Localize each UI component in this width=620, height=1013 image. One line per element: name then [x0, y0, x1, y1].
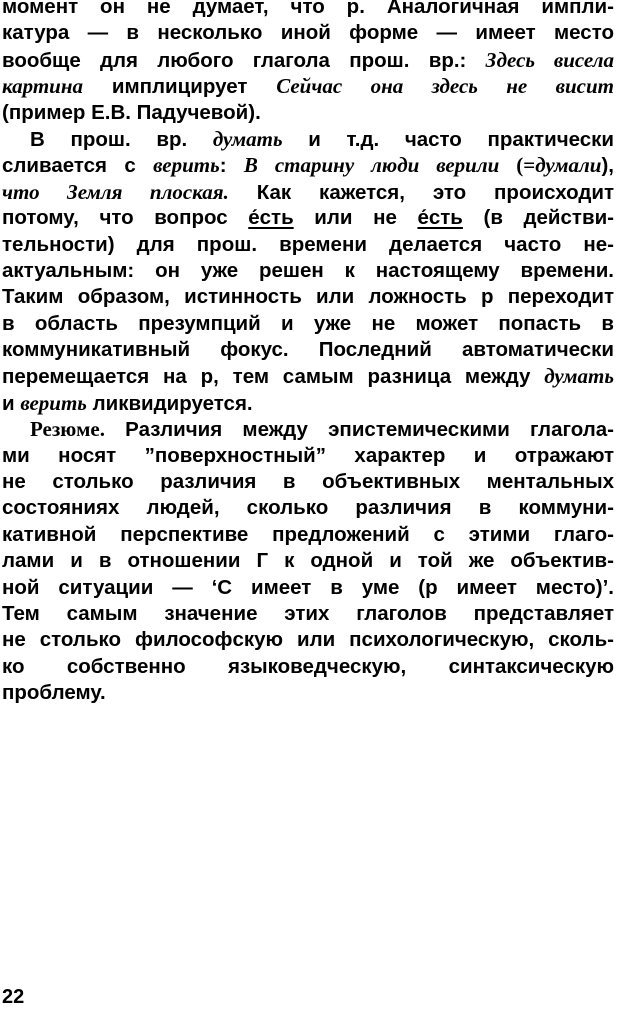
- italic-fragment: думать: [212, 126, 283, 151]
- text-fragment: ),: [601, 154, 614, 178]
- text-line: [2, 469, 614, 495]
- italic-fragment: думали: [535, 153, 602, 178]
- text-fragment: не столько различия в объективных ментальных: [2, 470, 614, 494]
- text-line: [2, 73, 614, 99]
- text-fragment: состояниях людей, сколько различия в коммуни-: [2, 496, 614, 520]
- text-line: [2, 311, 614, 337]
- text-fragment: ми носят ”поверхностный” характер и отражают: [2, 443, 614, 467]
- text-line: [2, 363, 614, 389]
- text-line: [2, 548, 614, 574]
- text-line: [2, 443, 614, 469]
- text-fragment: :: [219, 154, 244, 178]
- text-fragment: ной ситуации — ‘С имеет в уме (р имеет место)’.: [2, 575, 614, 599]
- text-fragment: или не: [293, 206, 418, 230]
- text-fragment: момент он не думает, что р. Аналогичная импли-: [2, 0, 614, 18]
- text-fragment: актуальным: он уже решен к настоящему времени.: [2, 258, 614, 282]
- text-fragment: Различия между эпистемическими глагола-: [104, 418, 614, 442]
- text-line: [2, 0, 614, 20]
- stressed-word: е́сть: [417, 206, 463, 230]
- text-fragment: в область презумпций и уже не может попасть в: [2, 311, 614, 335]
- italic-fragment: верить: [153, 153, 220, 178]
- text-fragment: лами и в отношении Г к одной и той же объектив-: [2, 549, 614, 573]
- text-fragment: и т.д. часто практически: [282, 127, 614, 151]
- page-number: 22: [2, 986, 25, 1008]
- text-fragment: коммуникативный фокус. Последний автоматически: [2, 338, 614, 362]
- text-fragment: ко собственно языковедческую, синтаксическую: [2, 654, 614, 678]
- text-fragment: (=: [499, 153, 536, 178]
- text-fragment: и: [2, 391, 21, 415]
- text-line: [2, 20, 614, 46]
- text-line: [2, 416, 614, 442]
- text-fragment: Резюме.: [30, 417, 105, 442]
- text-fragment: кативной перспективе предложений с этими глаго-: [2, 522, 614, 546]
- body-text: [2, 0, 614, 707]
- text-fragment: сливается с: [2, 154, 154, 178]
- text-line: [2, 680, 614, 706]
- text-line: [2, 337, 614, 363]
- italic-fragment: Сейчас она здесь не висит: [276, 74, 614, 99]
- text-line: [2, 390, 614, 416]
- text-fragment: ликвидируется.: [86, 391, 253, 415]
- text-line: [2, 601, 614, 627]
- text-fragment: (пример Е.В. Падучевой).: [2, 100, 261, 124]
- text-line: [2, 47, 614, 73]
- text-line: [2, 654, 614, 680]
- text-line: [2, 179, 614, 205]
- text-fragment: проблему.: [2, 681, 106, 705]
- text-line: [2, 126, 614, 152]
- text-fragment: имплицирует: [83, 75, 277, 99]
- text-fragment: перемещается на р, тем самым разница между: [2, 365, 545, 389]
- text-line: [2, 495, 614, 521]
- text-fragment: Таким образом, истинность или ложность р переходит: [2, 285, 614, 309]
- text-fragment: катура — в несколько иной форме — имеет место: [2, 21, 614, 45]
- italic-fragment: В старину люди верили: [243, 153, 500, 178]
- italic-fragment: картина: [2, 74, 84, 99]
- text-fragment: Как кажется, это происходит: [228, 180, 614, 204]
- text-line: [2, 284, 614, 310]
- text-line: [2, 575, 614, 601]
- italic-fragment: Здесь висела: [485, 47, 614, 72]
- italic-fragment: думать: [544, 364, 614, 389]
- text-fragment: вообще для любого глагола прош. вр.:: [2, 48, 486, 72]
- text-fragment: В прош. вр.: [30, 127, 213, 151]
- text-fragment: Тем самым значение этих глаголов представляет: [2, 601, 614, 625]
- italic-fragment: что Земля плоская.: [2, 179, 229, 204]
- text-fragment: не столько философскую или психологическую, сколь-: [2, 628, 614, 652]
- text-line: [2, 522, 614, 548]
- text-line: [2, 205, 614, 231]
- text-line: [2, 232, 614, 258]
- text-line: [2, 627, 614, 653]
- italic-fragment: верить: [20, 390, 87, 415]
- text-fragment: тельности) для прош. времени делается часто не-: [2, 232, 614, 256]
- text-line: [2, 100, 614, 126]
- text-line: [2, 152, 614, 178]
- text-fragment: потому, что вопрос: [2, 206, 249, 230]
- text-fragment: (в действи-: [462, 206, 614, 230]
- text-line: [2, 258, 614, 284]
- stressed-word: е́сть: [248, 206, 294, 230]
